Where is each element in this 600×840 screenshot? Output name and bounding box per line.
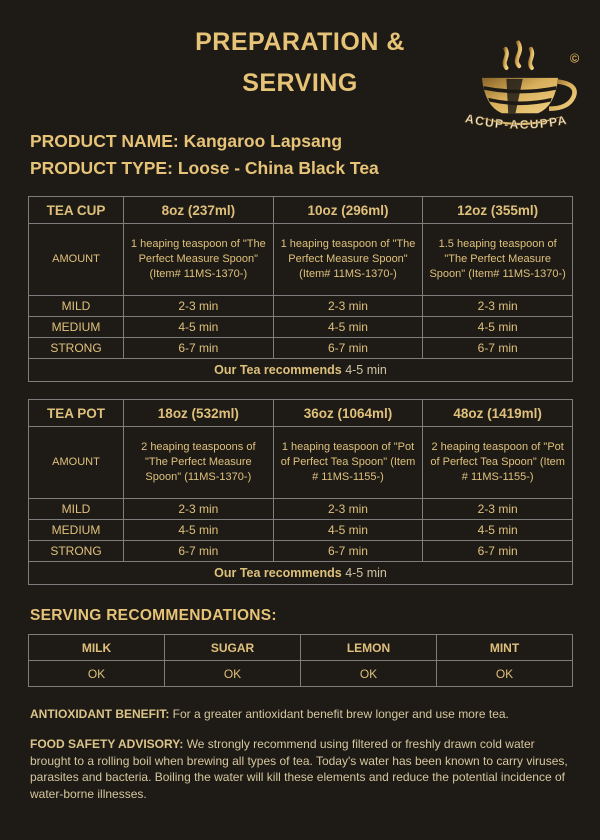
recommend-row — [29, 562, 573, 585]
mild-row — [29, 499, 573, 520]
row-label: AMOUNT — [29, 224, 124, 296]
table-header-cell: 48oz (1419ml) — [423, 400, 573, 427]
row-label: STRONG — [29, 541, 124, 562]
product-name-value: Kangaroo Lapsang — [183, 131, 343, 151]
table-cell: 2-3 min — [423, 296, 573, 317]
table-header-cell: TEA CUP — [29, 197, 124, 224]
recommend-row — [29, 359, 573, 382]
table-cell: OK — [437, 661, 573, 687]
table-header-cell: 12oz (355ml) — [423, 197, 573, 224]
strong-row — [29, 541, 573, 562]
table-header-cell: 18oz (532ml) — [124, 400, 274, 427]
strong-row — [29, 338, 573, 359]
product-type-line — [30, 155, 600, 182]
mild-row — [29, 296, 573, 317]
table-cell: 4-5 min — [273, 520, 423, 541]
table-cell: 2-3 min — [273, 499, 423, 520]
product-type-label: PRODUCT TYPE: — [30, 158, 173, 178]
row-label: MEDIUM — [29, 520, 124, 541]
tea-cup-table — [28, 196, 573, 382]
brand-text: ACUP-ACUPPA — [463, 111, 569, 132]
row-label: MEDIUM — [29, 317, 124, 338]
page-title-line1: PREPARATION & — [195, 28, 405, 56]
recommend-bold: Our Tea recommends — [214, 363, 342, 377]
product-type-value: Loose - China Black Tea — [177, 158, 379, 178]
table-cell: 6-7 min — [273, 338, 423, 359]
table-header-cell: 36oz (1064ml) — [273, 400, 423, 427]
recommend-rest: 4-5 min — [341, 566, 387, 580]
table-cell: 1 heaping teaspoon of "The Perfect Measure Spoon" (Item# 11MS-1370-) — [124, 224, 274, 296]
amount-row — [29, 224, 573, 296]
medium-row — [29, 317, 573, 338]
steam-icon — [505, 43, 533, 68]
product-name-label: PRODUCT NAME: — [30, 131, 179, 151]
table-cell: 6-7 min — [124, 338, 274, 359]
table-header-cell: 10oz (296ml) — [273, 197, 423, 224]
table-cell: 2-3 min — [124, 499, 274, 520]
page-title-line2: SERVING — [242, 69, 358, 97]
recommend-rest: 4-5 min — [341, 363, 387, 377]
table-cell: 2-3 min — [273, 296, 423, 317]
serving-value-row — [29, 661, 573, 687]
food-safety-advisory-label: FOOD SAFETY ADVISORY: — [30, 736, 184, 751]
serving-table — [28, 634, 573, 687]
food-safety-advisory-note — [30, 736, 570, 803]
food-safety-advisory-text: We strongly recommend using filtered or freshly drawn cold water brought to a rolling boil when brewing all types of tea. Today's water has been known to carry viruses, parasites and bacteria. Boiling the water will kill these elements and reduce the potential incidence of water-borne illnesses. — [30, 736, 568, 802]
table-cell: OK — [301, 661, 437, 687]
recommend-cell — [29, 359, 573, 382]
table-cell: OK — [29, 661, 165, 687]
recommend-cell — [29, 562, 573, 585]
table-cell: 4-5 min — [423, 317, 573, 338]
antioxidant-benefit-note — [30, 706, 570, 723]
table-cell: 1 heaping teaspoon of "The Perfect Measure Spoon" (Item# 11MS-1370-) — [273, 224, 423, 296]
medium-row — [29, 520, 573, 541]
serving-recommendations-heading: SERVING RECOMMENDATIONS: — [30, 607, 277, 624]
table-cell: 4-5 min — [124, 317, 274, 338]
row-label: STRONG — [29, 338, 124, 359]
table-cell: 6-7 min — [423, 541, 573, 562]
table-cell: 4-5 min — [423, 520, 573, 541]
row-label: AMOUNT — [29, 427, 124, 499]
preparation-card — [0, 22, 600, 840]
amount-row — [29, 427, 573, 499]
table-header-cell: LEMON — [301, 635, 437, 661]
tea-cup-header-row — [29, 197, 573, 224]
recommend-bold: Our Tea recommends — [214, 566, 342, 580]
table-header-cell: SUGAR — [165, 635, 301, 661]
table-cell: 2-3 min — [124, 296, 274, 317]
table-cell: 6-7 min — [273, 541, 423, 562]
table-header-cell: MILK — [29, 635, 165, 661]
table-cell: OK — [165, 661, 301, 687]
tea-pot-header-row — [29, 400, 573, 427]
table-header-cell: TEA POT — [29, 400, 124, 427]
table-cell: 6-7 min — [124, 541, 274, 562]
antioxidant-benefit-label: ANTIOXIDANT BENEFIT: — [30, 707, 170, 721]
row-label: MILD — [29, 499, 124, 520]
table-cell: 4-5 min — [273, 317, 423, 338]
antioxidant-benefit-text: For a greater antioxidant benefit brew longer and use more tea. — [169, 707, 509, 721]
table-header-cell: 8oz (237ml) — [124, 197, 274, 224]
table-cell: 2 heaping teaspoon of "Pot of Perfect Tea Spoon" (Item # 11MS-1155-) — [423, 427, 573, 499]
table-cell: 6-7 min — [423, 338, 573, 359]
tea-pot-table — [28, 399, 573, 585]
row-label: MILD — [29, 296, 124, 317]
table-header-cell: MINT — [437, 635, 573, 661]
serving-header-row — [29, 635, 573, 661]
table-cell: 1.5 heaping teaspoon of "The Perfect Measure Spoon" (Item# 11MS-1370-) — [423, 224, 573, 296]
table-cell: 1 heaping teaspoon of "Pot of Perfect Tea Spoon" (Item # 11MS-1155-) — [273, 427, 423, 499]
copyright-icon: © — [569, 51, 580, 66]
table-cell: 2 heaping teaspoons of "The Perfect Measure Spoon" (11MS-1370-) — [124, 427, 274, 499]
brand-logo — [452, 32, 588, 142]
table-cell: 4-5 min — [124, 520, 274, 541]
table-cell: 2-3 min — [423, 499, 573, 520]
